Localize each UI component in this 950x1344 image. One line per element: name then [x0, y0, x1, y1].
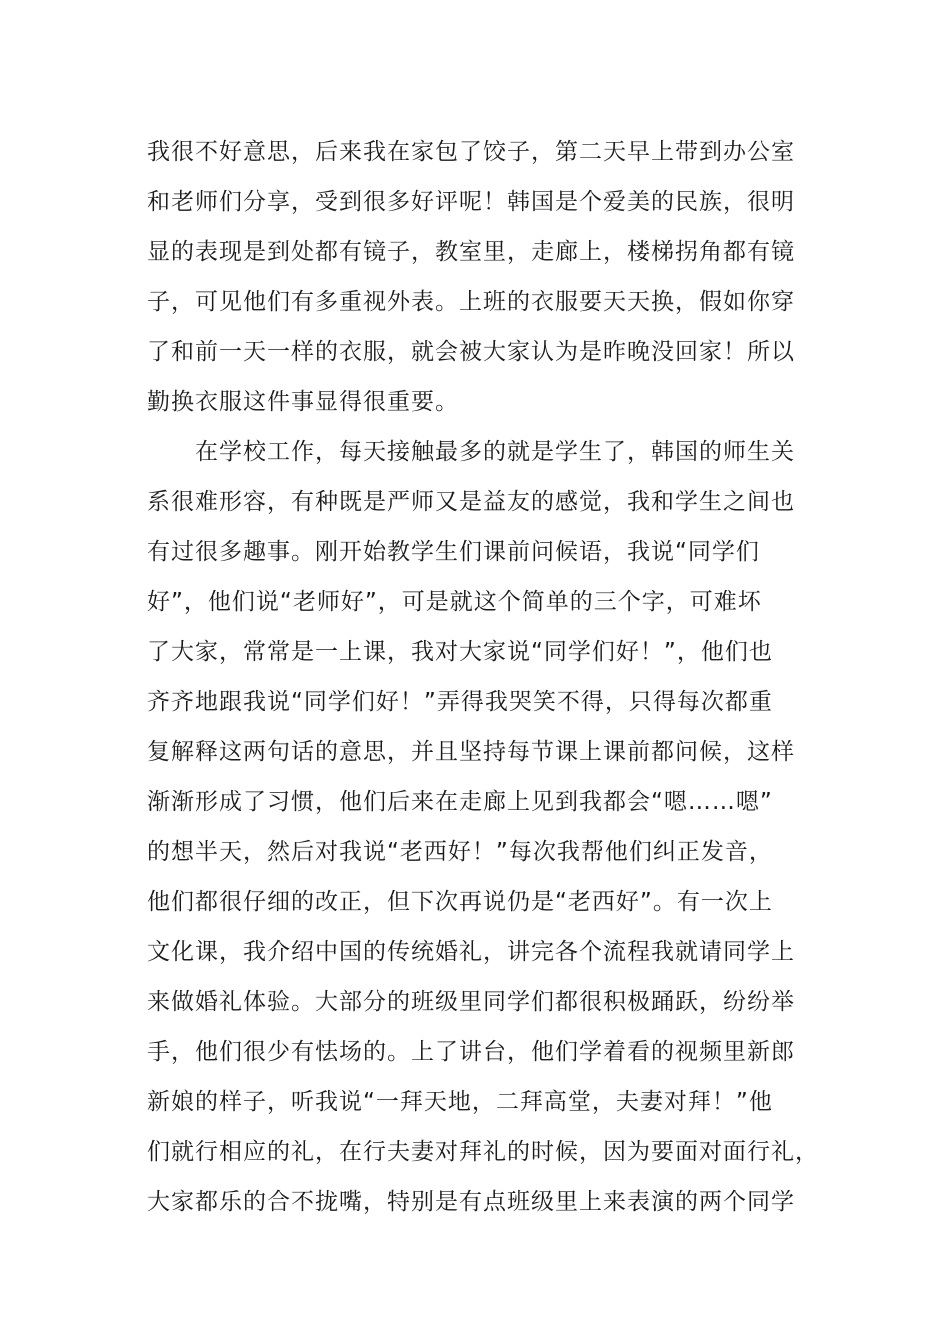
text-line: 有过很多趣事。刚开始教学生们课前问候语，我说“同学们 — [147, 539, 760, 565]
text-line: 大家都乐的合不拢嘴，特别是有点班级里上来表演的两个同学 — [147, 1189, 795, 1215]
text-line: 文化课，我介绍中国的传统婚礼，讲完各个流程我就请同学上 — [147, 939, 795, 965]
text-line: 来做婚礼体验。大部分的班级里同学们都很积极踊跃，纷纷举 — [147, 989, 795, 1015]
text-line: 新娘的样子，听我说“一拜天地，二拜高堂，夫妻对拜！”他 — [147, 1089, 773, 1115]
text-line: 勤换衣服这件事显得很重要。 — [147, 389, 459, 415]
text-line: 他们都很仔细的改正，但下次再说仍是“老西好”。有一次上 — [147, 889, 773, 915]
text-line: 好”，他们说“老师好”，可是就这个简单的三个字，可难坏 — [147, 589, 762, 615]
text-line: 在学校工作，每天接触最多的就是学生了，韩国的师生关 — [147, 439, 795, 465]
text-line: 的想半天，然后对我说“老西好！”每次我帮他们纠正发音， — [147, 839, 773, 865]
body-text — [147, 130, 819, 1230]
text-line: 了大家，常常是一上课，我对大家说“同学们好！”，他们也 — [147, 639, 773, 665]
text-line: 子，可见他们有多重视外表。上班的衣服要天天换，假如你穿 — [147, 289, 795, 315]
text-line: 了和前一天一样的衣服，就会被大家认为是昨晚没回家！所以 — [147, 339, 795, 365]
text-line: 手，他们很少有怯场的。上了讲台，他们学着看的视频里新郎 — [147, 1039, 795, 1065]
text-line: 我很不好意思，后来我在家包了饺子，第二天早上带到办公室 — [147, 139, 795, 165]
text-line: 显的表现是到处都有镜子，教室里，走廊上，楼梯拐角都有镜 — [147, 239, 795, 265]
text-line: 系很难形容，有种既是严师又是益友的感觉，我和学生之间也 — [147, 489, 795, 515]
text-line: 和老师们分享，受到很多好评呢！韩国是个爱美的民族，很明 — [147, 189, 795, 215]
text-line: 们就行相应的礼，在行夫妻对拜礼的时候，因为要面对面行礼， — [147, 1139, 819, 1165]
text-line: 渐渐形成了习惯，他们后来在走廊上见到我都会“嗯……嗯” — [147, 789, 773, 815]
text-line: 复解释这两句话的意思，并且坚持每节课上课前都问候，这样 — [147, 739, 795, 765]
text-line: 齐齐地跟我说“同学们好！”弄得我哭笑不得，只得每次都重 — [147, 689, 773, 715]
